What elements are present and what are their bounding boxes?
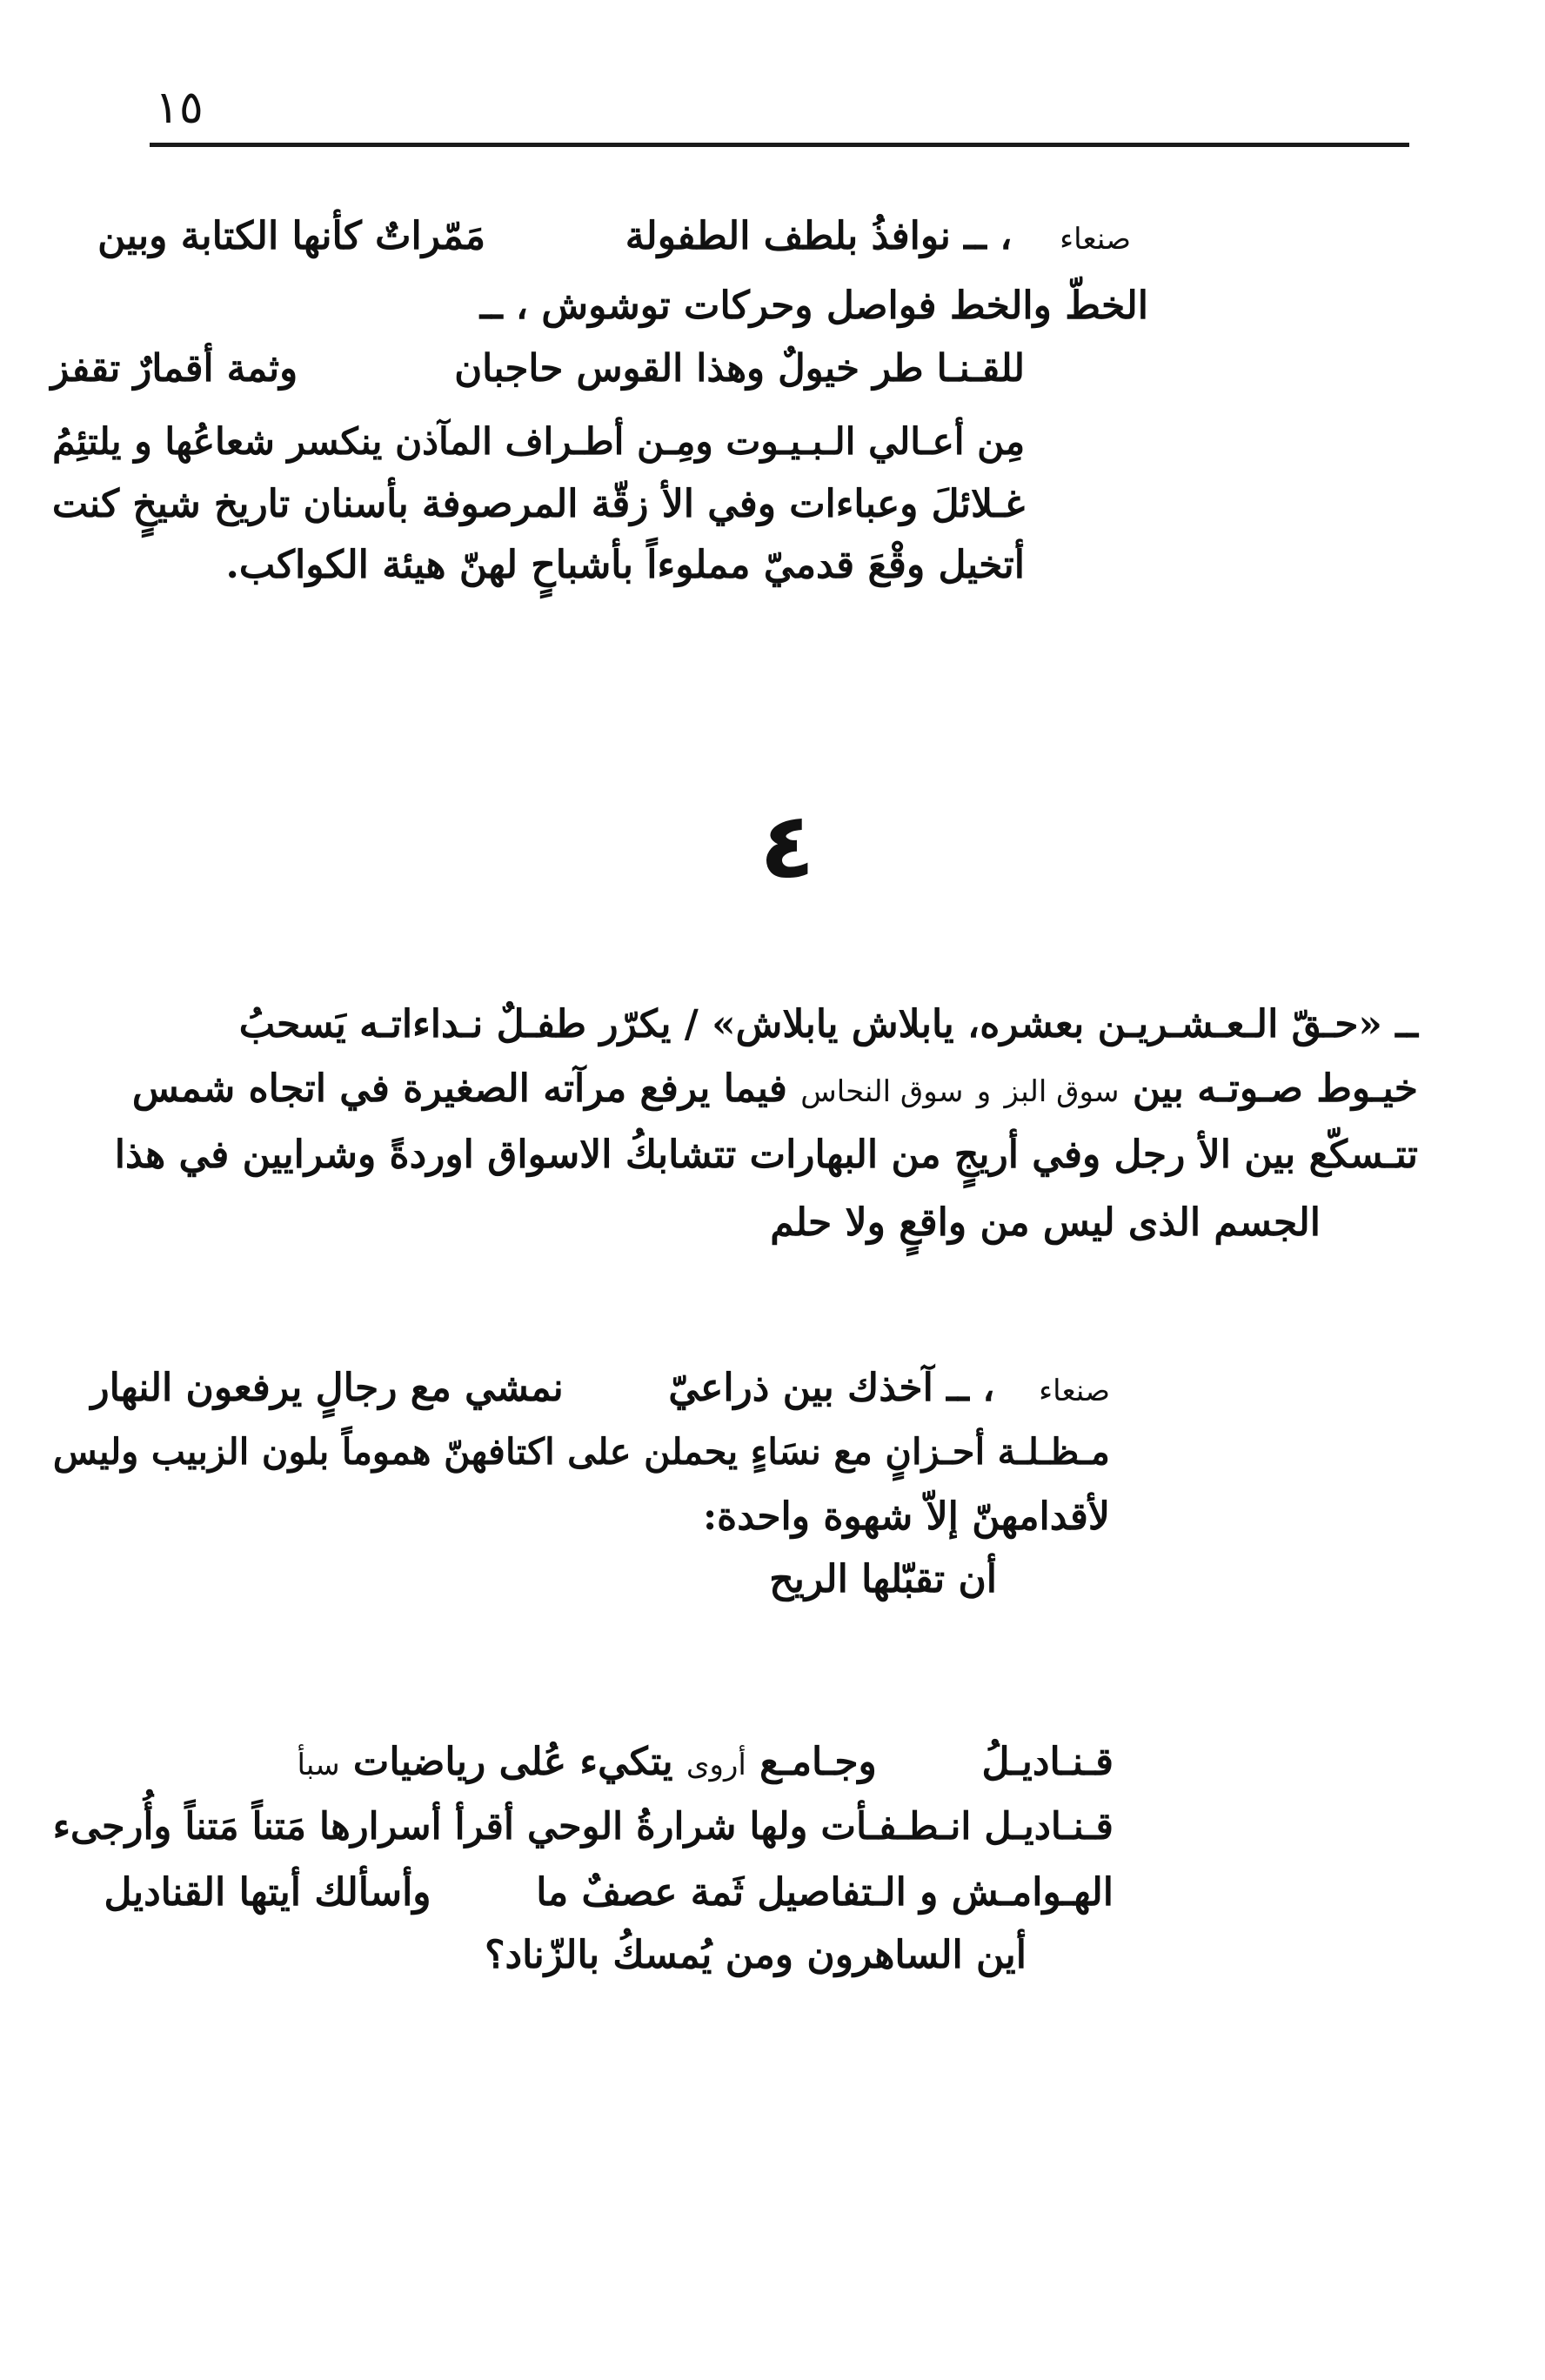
stanza2-line3: تتـسكّع بين الأ رجل وفي أريجٍ من البهارات تتشابكُ الاسواق اوردةً وشرايين في هذا [114,1133,1418,1177]
stanza2-line2-part1: خيـوط صـوتـه بين [1132,1066,1418,1111]
stanza1-line1-part3: مَمّراتٌ كأنها الكتابة وبين [97,214,486,258]
stanza1-line3 [50,346,1025,391]
stanza3-line3: لأقدامهنّ إلاّ شهوة واحدة: [702,1494,1110,1539]
stanza4-line2: قـنـاديـل انـطـفـأت ولها شرارةُ الوحي أقرأ أسرارها مَتناً مَتناً وأُرجىء [52,1804,1114,1849]
stanza3-line1 [90,1366,1110,1412]
header-rule [150,143,1409,147]
section-number: ٤ [759,792,815,899]
stanza3-line4: أن تقبّلها الريح [769,1557,997,1601]
conjunction: و [976,1074,992,1109]
stanza4-line3 [104,1870,1114,1916]
stanza4-line3-part1: الهـوامـش و الـتفاصيل ثَمة عصفٌ ما [536,1870,1114,1915]
stanza1-line3-part2: وثمة أقمارٌ تقفز [50,346,298,391]
stanza3-line1-part3: نمشي مع رجالٍ يرفعون النهار [90,1366,564,1410]
stanza4-line1-part2: وجـامـع [759,1740,877,1784]
market-name-1: سوق البز [1004,1074,1120,1109]
stanza3-line2: مـظـلـة أحـزانٍ مع نسَاءٍ يحملن على اكتافهنّ هموماً بلون الزبيب وليس [52,1430,1110,1473]
stanza4-line4: أين الساهرون ومن يُمسكُ بالزّناد؟ [485,1933,1027,1977]
stanza1-line2: الخطّ والخط فواصل وحركات توشوش ، ــ [479,284,1148,328]
stanza1-line3-part1: للقـنـا طر خيولٌ وهذا القوس حاجبان [454,346,1025,391]
stanza3-line1-part2: ، ــ آخذك بين ذراعيّ [668,1366,995,1410]
place-name-saba: سبأ [297,1748,340,1782]
stanza2-line2-part5: فيما يرفع مرآته الصغيرة في اتجاه شمس [131,1066,787,1111]
stanza1-line5: غـلائلَ وعباءات وفي الأ زقّة المرصوفة بأسنان تاريخ شيخٍ كنت [51,482,1025,526]
stanza1-line6: أتخيل وقْعَ قدميّ مملوءاً بأشباحٍ لهنّ هيئة الكواكب. [225,543,1025,587]
stanza2-line1: ــ «حـقّ الـعـشـريـن بعشره، يابلاش يابلاش» / يكرّر طفـلٌ نـداءاتـه يَسحبُ [238,1002,1418,1046]
market-name-2: سوق النحاس [800,1074,964,1109]
place-name-arwa: أروى [686,1748,746,1782]
stanza2-line4: الجسم الذى ليس من واقعٍ ولا حلم [770,1200,1321,1245]
stanza1-line1 [97,214,1131,260]
stanza4-line1-part4: يتكيء عُلى رياضيات [352,1740,673,1784]
stanza4-line3-part2: وأسألك أيتها القناديل [104,1870,431,1915]
stanza4-line1-part1: قـنـاديـلُ [981,1740,1114,1784]
stanza1-line1-part2: ، ــ نوافذُ بلطف الطفولة [625,214,1013,258]
place-name: صنعاء [1060,222,1131,257]
stanza4-line1 [297,1740,1114,1786]
stanza1-line4: مِن أعـالي الـبـيـوت ومِـن أطـراف المآذن ينكسر شعاعُها و يلتئِمُ [52,419,1025,463]
page-number: ١٥ [155,82,204,134]
place-name: صنعاء [1039,1374,1110,1408]
stanza2-line2 [132,1066,1418,1113]
